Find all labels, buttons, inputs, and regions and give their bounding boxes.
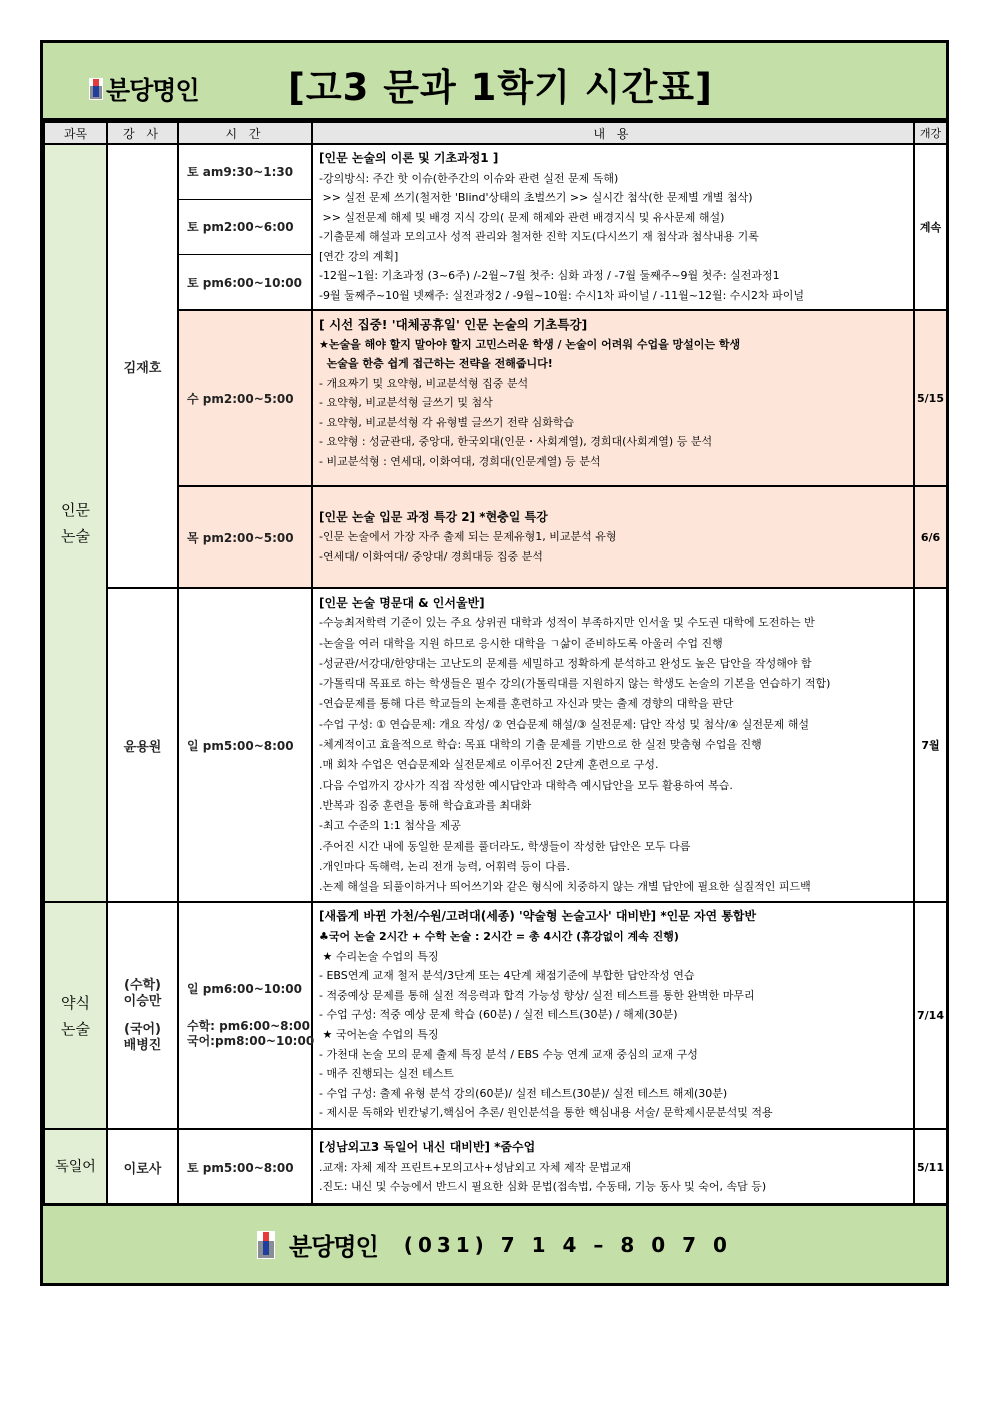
logo-icon [89,78,103,100]
highlight-line: ♣국어 논술 2시간 + 수학 논술 : 2시간 = 총 4시간 (휴강없이 계속 진행) [319,930,679,944]
table-row [44,310,947,486]
logo-icon [257,1231,275,1259]
open-date: 5/11 [914,1129,947,1205]
content-line: -강의방식: 주간 핫 이슈(한주간의 이슈와 관련 실전 문제 독해) [319,171,619,185]
teacher-subject-tag: (국어) [124,1021,161,1037]
content-line: - 가천대 논술 모의 문제 출제 특징 분석 / EBS 수능 연계 교재 중심의 교재 구성 [319,1047,698,1061]
time-cell: 토 pm6:00~10:00 [178,255,312,310]
course-title: [인문 논술 입문 과정 특강 2] *현충일 특강 [319,509,548,524]
page-title: [고3 문과 1학기 시간표] [288,66,713,109]
open-date: 계속 [914,144,947,310]
content-line: - 매주 진행되는 실전 테스트 [319,1067,454,1081]
content-line: -기출문제 해설과 모의고사 성적 관리와 철저한 진학 지도(다시쓰기 재 첨삭과 첨삭내용 기록 [319,230,759,243]
content-line: .주어진 시간 내에 동일한 문제를 풀더라도, 학생들이 작성한 답안은 모두 다름 [319,839,691,853]
time-cell: 수 pm2:00~5:00 [178,310,312,486]
brand-name: 분당명인 [106,76,199,105]
teacher-cell: 이로사 [107,1129,178,1205]
content-line: >> 실전 문제 쓰기(철저한 'Blind'상태의 초벌쓰기 >> 실시간 첨삭(한 문제별 개별 첨삭) [319,191,753,204]
table-row [44,1129,947,1205]
content-line: -수능최저학력 기준이 있는 주요 상위권 대학과 성적이 부족하지만 인서울 및 수도권 대학에 도전하는 반 [319,616,815,630]
subject-label: 인문 논술 [61,501,90,546]
highlight-line: 논술을 한층 쉽게 접근하는 전략을 전해줍니다! [319,357,553,370]
time-korean: 국어:pm8:00~10:00 [187,1034,315,1049]
content-line: -9월 둘째주~10월 넷째주: 실전과정2 / -9월~10월: 수시1차 파이널 / -11월~12월: 수시2차 파이널 [319,288,805,302]
content-line: .진도: 내신 및 수능에서 반드시 필요한 심화 문법(접속법, 수동태, 기능 동사 및 숙어, 속담 등) [319,1180,767,1194]
time-main: 일 pm6:00~10:00 [187,982,302,997]
footer-bar [43,1203,946,1283]
table-row [44,902,947,1129]
teacher-cell [107,902,178,1129]
time-cell: 목 pm2:00~5:00 [178,486,312,588]
content-line: .매 회차 수업은 연습문제와 실전문제로 이루어진 2단계 훈련으로 구성. [319,758,659,772]
content-line: -연습문제를 통해 다른 학교들의 논제를 훈련하고 자신과 맞는 출제 경향의 대학을 판단 [319,697,734,711]
open-date: 7/14 [914,902,947,1129]
content-line: -성균관/서강대/한양대는 고난도의 문제를 세밀하고 정확하게 분석하고 완성도 높은 답안을 작성해야 함 [319,656,812,670]
content-line: - 수업 구성: 출제 유형 분석 강의(60분)/ 실전 테스트(30분)/ 실전 테스트 해제(30분) [319,1086,728,1100]
content-line: .교재: 자체 제작 프린트+모의고사+성남외고 자체 제작 문법교재 [319,1160,632,1174]
brand-name: 분당명인 [289,1233,378,1261]
content-cell [312,310,914,486]
teacher-name: 이승만 [123,993,162,1009]
table-row [44,486,947,588]
table-header-row [44,122,947,144]
content-line: .개인마다 독해력, 논리 전개 능력, 어휘력 등이 다름. [319,859,570,873]
content-cell [312,486,914,588]
time-cell: 토 pm5:00~8:00 [178,1129,312,1205]
table-row [44,588,947,902]
subject-cell [44,144,107,902]
content-cell [312,588,914,902]
content-line: - 적중예상 문제를 통해 실전 적응력과 합격 가능성 향상/ 실전 테스트를 통한 완벽한 마무리 [319,988,755,1002]
table-row [44,144,947,199]
col-time: 시 간 [178,122,312,144]
content-line: - 수업 구성: 적중 예상 문제 학습 (60분) / 실전 테스트(30분) / 해제(30분) [319,1008,678,1022]
content-line: - 개요짜기 및 요약형, 비교분석형 집중 분석 [319,376,529,390]
content-line: -인문 논술에서 가장 자주 출제 되는 문제유형1, 비교분석 유형 [319,530,617,544]
phone-number: (031) 7 1 4 – 8 0 7 0 [403,1232,732,1257]
course-title: [ 시선 집중! '대체공휴일' 인문 논술의 기초특강] [319,317,588,332]
brand-logo [257,1227,378,1262]
course-title: [인문 논술 명문대 & 인서울반] [319,596,485,610]
content-line: -12월~1월: 기초과정 (3~6주) /-2월~7월 첫주: 심화 과정 / -7월 둘째주~9월 첫주: 실전과정1 [319,269,780,282]
content-line: -연세대/ 이화여대/ 중앙대/ 경희대등 집중 분석 [319,549,543,563]
subject-cell [44,902,107,1129]
time-cell: 토 am9:30~1:30 [178,144,312,199]
content-line: -체계적이고 효율적으로 학습: 목표 대학의 기출 문제를 기반으로 한 실전 맞춤형 수업을 진행 [319,738,762,752]
content-line: -수업 구성: ① 연습문제: 개요 작성/ ② 연습문제 해설/③ 실전문제: 답안 작성 및 첨삭/④ 실전문제 해설 [319,717,810,731]
subject-cell: 독일어 [44,1129,107,1205]
time-cell: 토 pm2:00~6:00 [178,199,312,254]
content-line: -가톨릭대 목표로 하는 학생들은 필수 강의(가톨릭대를 지원하지 않는 학생도 논술의 기본을 연습하기 적합) [319,677,831,691]
timetable-sheet [40,40,949,1286]
content-line: >> 실전문제 해제 및 배경 지식 강의( 문제 해제와 관련 배경지식 및 유사문제 해설) [319,210,725,224]
teacher-name: 배병진 [123,1037,162,1053]
content-cell [312,902,914,1129]
course-title: [새롭게 바뀐 가천/수원/고려대(세종) '약술형 논술고사' 대비반] *인문 자연 통합반 [319,909,757,924]
content-line: - 요약형, 비교분석형 글쓰기 및 첨삭 [319,396,493,409]
content-line: ★ 국어논술 수업의 특징 [319,1028,439,1042]
content-line: [연간 강의 계획] [319,249,399,263]
open-date: 7월 [914,588,947,902]
content-line: - 요약형, 비교분석형 각 유형별 글쓰기 전략 심화학습 [319,415,575,429]
content-line: .논제 해설을 되풀이하거나 띄어쓰기와 같은 형식에 치중하지 않는 개별 답안에 필요한 실질적인 피드백 [319,880,811,894]
teacher-cell: 김재호 [107,144,178,588]
time-cell: 일 pm5:00~8:00 [178,588,312,902]
open-date: 6/6 [914,486,947,588]
content-cell [312,144,914,310]
course-title: [인문 논술의 이론 및 기초과정1 ] [319,151,499,165]
content-line: -논술을 여러 대학을 지원 하므로 응시한 대학을 ㄱ삶이 준비하도록 아울러 수업 진행 [319,636,723,650]
brand-logo [89,71,199,107]
highlight-line: ★논술을 해야 할지 말아야 할지 고민스러운 학생 / 논술이 어려워 수업을 망설이는 학생 [319,337,741,351]
content-line: .반복과 집중 훈련을 통해 학습효과를 최대화 [319,798,532,812]
content-line: - 요약형 : 성균관대, 중앙대, 한국외대(인문・사회계열), 경희대(사회계열) 등 분석 [319,435,713,448]
col-open-date: 개강 [914,122,947,144]
content-line: - 제시문 독해와 빈칸넣기,핵심어 추론/ 원인분석을 통한 핵심내용 서술/ 문학제시문분석및 적용 [319,1106,773,1120]
content-line: -최고 수준의 1:1 첨삭을 제공 [319,819,461,833]
course-title: [성남외고3 독일어 내신 대비반] *줌수업 [319,1140,536,1155]
content-line: - EBS연계 교재 철저 분석/3단계 또는 4단계 채점기준에 부합한 답안작성 연습 [319,969,695,983]
content-line: ★ 수리논술 수업의 특징 [319,949,439,963]
col-content: 내 용 [312,122,914,144]
content-line: - 비교분석형 : 연세대, 이화여대, 경희대(인문계열) 등 분석 [319,454,601,468]
schedule-table [43,121,948,1206]
content-line: .다음 수업까지 강사가 직접 작성한 예시답안과 대학측 예시답안을 모두 활용하여 복습. [319,778,733,792]
time-math: 수학: pm6:00~8:00 [187,1019,311,1034]
teacher-cell: 윤용원 [107,588,178,902]
col-subject: 과목 [44,122,107,144]
time-cell [178,902,315,1129]
subject-label: 약식 논술 [61,993,90,1038]
col-teacher: 강 사 [107,122,178,144]
teacher-subject-tag: (수학) [124,977,161,993]
open-date: 5/15 [914,310,947,486]
content-cell [312,1129,914,1205]
title-bar [43,43,946,121]
